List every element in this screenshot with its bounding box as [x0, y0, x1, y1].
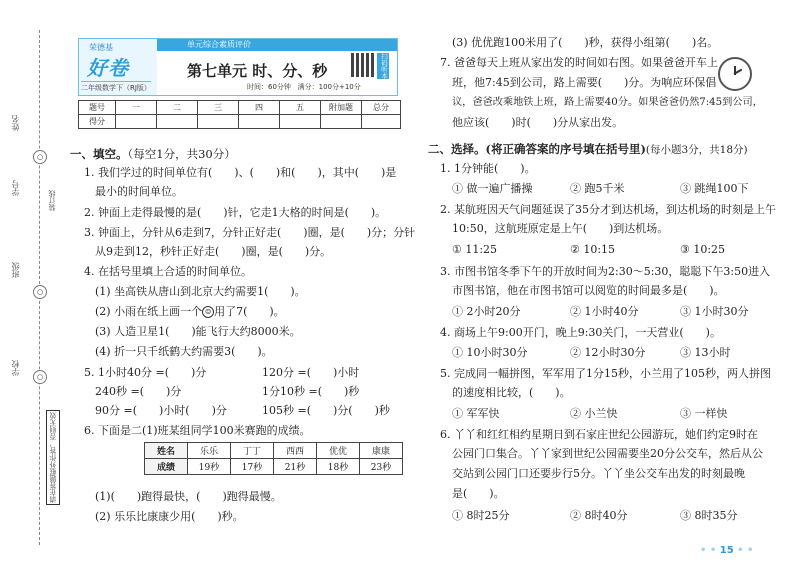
question-line — [95, 305, 285, 319]
brand-logo: 好卷 — [87, 56, 129, 80]
section-title: 一、填空。 — [70, 147, 128, 161]
race-cell: 19秒 — [188, 459, 231, 475]
section-title: 二、选择。(将正确答案的序号填在括号里) — [428, 142, 646, 156]
score-cell: 一 — [116, 101, 157, 115]
race-cell: 姓名 — [145, 443, 188, 459]
race-cell: 成绩 — [145, 459, 188, 475]
race-score-row — [145, 459, 403, 475]
score-table — [78, 100, 401, 129]
score-cell: 附加题 — [321, 101, 362, 115]
choice-option[interactable]: ② 10:15 — [570, 243, 616, 256]
score-input[interactable] — [362, 115, 401, 129]
choice-option[interactable]: ② 12小时30分 — [570, 346, 646, 359]
question-text: (2) 小雨在纸上画一个 — [95, 305, 203, 318]
choice-question: 是( )。 — [452, 487, 505, 500]
choice-question: 5. 完成同一幅拼图，军军用了1分15秒，小兰用了105秒，两人拼图 — [440, 367, 771, 380]
question-line: 6. 下面是二(1)班某组同学100米赛跑的成绩。 — [84, 424, 311, 437]
score-input[interactable] — [198, 115, 239, 129]
question-line: (1)( )跑得最快，( )跑得最慢。 — [95, 490, 282, 503]
race-cell: 17秒 — [231, 459, 274, 475]
score-input[interactable] — [239, 115, 280, 129]
cut-mark: ○ — [33, 285, 47, 299]
question-line: 7. 爸爸每天上班从家出发的时间如右图。如果爸爸开车上 — [440, 56, 718, 69]
qr-code-icon[interactable] — [351, 53, 375, 77]
choice-question: 6. 丫丫和红红相约星期日到石家庄世纪公园游玩，她们约定9时在 — [440, 428, 758, 441]
choice-question: 市图书馆，他在市图书馆可以阅览的时间最多是( )。 — [452, 284, 725, 297]
choice-option[interactable]: ① 做一遍广播操 — [452, 182, 533, 195]
name-label: 姓名 — [11, 115, 20, 131]
score-input[interactable] — [321, 115, 362, 129]
score-cell: 得分 — [79, 115, 116, 129]
conversion-item: 90分 =( )小时( )分 — [95, 404, 227, 417]
grade-label: 二年级数学下（RJ版） — [81, 81, 151, 93]
choice-option[interactable]: ② 1小时40分 — [570, 305, 639, 318]
score-cell: 四 — [239, 101, 280, 115]
question-line: 最小的时间单位。 — [95, 185, 183, 198]
race-cell: 23秒 — [360, 459, 403, 475]
choice-question: 4. 商场上午9:00开门，晚上9:30关门，一天营业( )。 — [440, 326, 721, 339]
full-marks: 满分：100分+10分 — [297, 83, 361, 91]
page-number: • • 15 • • — [700, 545, 754, 556]
school-label: 学校 — [11, 360, 20, 376]
race-cell: 21秒 — [274, 459, 317, 475]
race-cell: 乐乐 — [188, 443, 231, 459]
brand-small: 荣德基 — [89, 43, 113, 52]
section-fill-blank — [70, 146, 236, 162]
choice-option[interactable]: ② 跑5千米 — [570, 182, 625, 195]
score-cell: 总分 — [362, 101, 401, 115]
question-text: 用了7( )。 — [214, 305, 285, 318]
question-line: 1. 我们学过的时间单位有( )、( )和( )，其中( )是 — [84, 166, 397, 179]
choice-option[interactable]: ③ 1小时30分 — [680, 305, 749, 318]
cut-mark: ○ — [33, 150, 47, 164]
question-line: 议，爸爸改乘地铁上班，路上需要40分。如果爸爸仍然7:45到公司， — [452, 97, 763, 108]
choice-option[interactable]: ① 2小时20分 — [452, 305, 521, 318]
exam-meta — [247, 82, 361, 92]
choice-option[interactable]: ② 小兰快 — [570, 407, 618, 420]
score-input[interactable] — [280, 115, 321, 129]
student-id-label: 学号 — [11, 180, 20, 196]
choice-option[interactable]: ① 10小时30分 — [452, 346, 528, 359]
section-choice — [428, 141, 748, 157]
choice-option[interactable]: ① 军军快 — [452, 407, 500, 420]
question-line: (4) 折一只千纸鹤大约需要3( )。 — [95, 345, 273, 358]
score-cell: 题号 — [79, 101, 116, 115]
race-cell: 优优 — [317, 443, 360, 459]
question-line: 2. 钟面上走得最慢的是( )针，它走1大格的时间是( )。 — [84, 206, 387, 219]
evaluation-banner: 单元综合素质评价 — [157, 39, 397, 51]
choice-option[interactable]: ③ 8时35分 — [680, 509, 738, 522]
question-line: 他应该( )时( )分从家出发。 — [452, 116, 624, 129]
binding-strip — [0, 0, 62, 569]
question-line: (3) 人造卫星1( )能飞行大约8000米。 — [95, 325, 301, 338]
choice-option[interactable]: ② 8时40分 — [570, 509, 628, 522]
choice-option[interactable]: ③ 跳绳100下 — [680, 182, 749, 195]
page-title: 第七单元 时、分、秒 — [187, 62, 328, 80]
class-label: 班级 — [11, 262, 20, 278]
conversion-item: 105秒 =( )分( )秒 — [262, 404, 390, 417]
race-cell: 西西 — [274, 443, 317, 459]
conversion-item: 240秒 =( )分 — [95, 385, 182, 398]
smiley-icon: ☺ — [202, 306, 214, 318]
question-line: 4. 在括号里填上合适的时间单位。 — [84, 265, 252, 278]
conversion-item: 5. 1小时40分 =( )分 — [84, 366, 207, 379]
choice-question: 交站到公园门口还要步行5分。丫丫坐公交车出发的时刻最晚 — [452, 467, 745, 480]
race-cell: 丁丁 — [231, 443, 274, 459]
choice-option[interactable]: ① 11:25 — [452, 243, 498, 256]
question-line: 3. 钟面上，分针从6走到7，分针正好走( )圈，是( )分；分针 — [84, 226, 416, 239]
question-line: 班，他7:45到公司，路上需要( )分。为响应环保倡 — [452, 76, 717, 89]
race-cell: 18秒 — [317, 459, 360, 475]
section-points: （每空1分，共30分） — [127, 147, 236, 161]
score-cell: 二 — [157, 101, 198, 115]
choice-question: 公园门口集合。丫丫家到世纪公园需要坐20分公交车，然后从公 — [452, 447, 763, 460]
conversion-item: 120分 =( )小时 — [262, 366, 360, 379]
choice-option[interactable]: ③ 10:25 — [680, 243, 726, 256]
clock-icon — [718, 57, 752, 91]
conversion-item: 1分10秒 =( )秒 — [262, 385, 360, 398]
qr-tag: 扫码听本 — [377, 53, 389, 79]
choice-question: 1. 1分钟能( )。 — [440, 162, 536, 175]
choice-question: 的速度相比较，( )。 — [452, 386, 571, 399]
choice-option[interactable]: ③ 13小时 — [680, 346, 731, 359]
score-cell: 五 — [280, 101, 321, 115]
score-value-row — [79, 115, 401, 129]
score-input[interactable] — [116, 115, 157, 129]
exam-time: 时间：60分钟 — [247, 83, 291, 91]
race-cell: 康康 — [360, 443, 403, 459]
choice-option[interactable]: ③ 一样快 — [680, 407, 728, 420]
choice-question: 3. 市图书馆冬季下午的开放时间为2:30～5:30，聪聪下午3:50进入 — [440, 265, 771, 278]
unit-header — [78, 38, 398, 96]
choice-question: 10:50，这航班原定是上午( )到达机场。 — [452, 222, 669, 235]
section-points: (每小题3分，共18分) — [645, 144, 748, 156]
choice-question: 2. 某航班因天气问题延误了35分才到达机场，到达机场的时刻是上午 — [440, 203, 776, 216]
choice-option[interactable]: ① 8时25分 — [452, 509, 510, 522]
race-results-table — [144, 442, 403, 475]
race-header-row — [145, 443, 403, 459]
score-header-row — [79, 101, 401, 115]
question-line: (1) 坐高铁从唐山到北京大约需要1( )。 — [95, 285, 306, 298]
brand-block — [79, 39, 157, 95]
score-cell: 三 — [198, 101, 239, 115]
score-input[interactable] — [157, 115, 198, 129]
answer-tip: 请在答题框外作答，否则无效 — [46, 410, 60, 505]
cut-mark: ○ — [33, 370, 47, 384]
cut-line-label: 装订线 — [48, 190, 56, 211]
question-line: (2) 乐乐比康康少用( )秒。 — [95, 510, 244, 523]
question-line: (3) 优优跑100米用了( )秒，获得小组第( )名。 — [452, 36, 719, 49]
question-line: 从9走到12，秒针正好走( )圈，是( )分。 — [95, 245, 332, 258]
